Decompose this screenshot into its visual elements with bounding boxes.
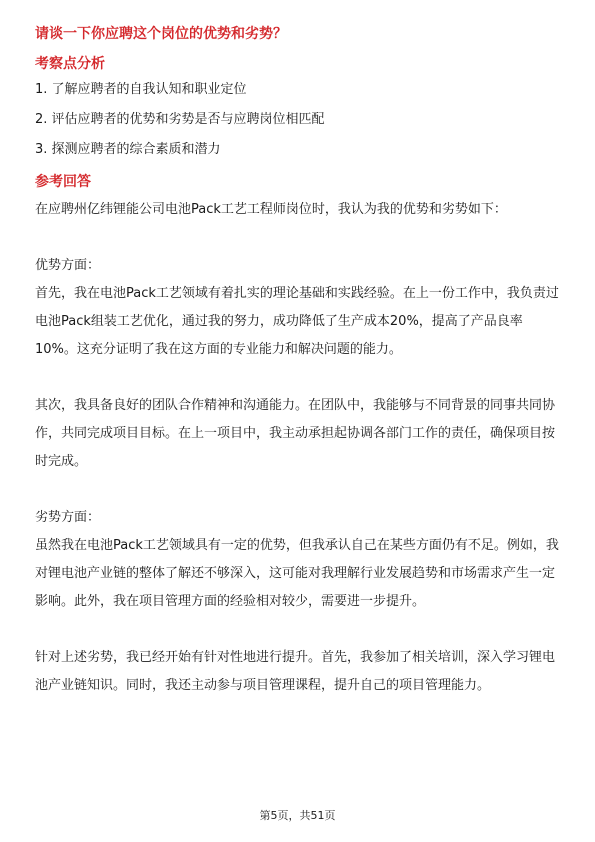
strength-paragraph-1: 首先，我在电池Pack工艺领域有着扎实的理论基础和实践经验。在上一份工作中，我负责过电池Pack组装工艺优化，通过我的努力，成功降低了生产成本20%，提高了产品良率10%。这充分证明了我在这方面的专业能力和解决问题的能力。 bbox=[35, 286, 559, 357]
analysis-item-1: 1. 了解应聘者的自我认知和职业定位 bbox=[35, 82, 247, 97]
strength-paragraph-2: 其次，我具备良好的团队合作精神和沟通能力。在团队中，我能够与不同背景的同事共同协作，共同完成项目目标。在上一项目中，我主动承担起协调各部门工作的责任，确保项目按时完成。 bbox=[35, 398, 556, 469]
answer-heading: 参考回答 bbox=[35, 174, 91, 190]
analysis-heading: 考察点分析 bbox=[35, 56, 105, 72]
page-number: 第5页，共51页 bbox=[259, 809, 336, 822]
answer-body bbox=[35, 196, 563, 700]
weakness-paragraph-1: 虽然我在电池Pack工艺领域具有一定的优势，但我承认自己在某些方面仍有不足。例如，我对锂电池产业链的整体了解还不够深入，这可能对我理解行业发展趋势和市场需求产生一定影响。此外，我在项目管理方面的经验相对较少，需要进一步提升。 bbox=[35, 538, 559, 609]
analysis-item-3: 3. 探测应聘者的综合素质和潜力 bbox=[35, 142, 221, 157]
answer-intro: 在应聘州亿纬锂能公司电池Pack工艺工程师岗位时，我认为我的优势和劣势如下： bbox=[35, 202, 507, 217]
analysis-item-2: 2. 评估应聘者的优势和劣势是否与应聘岗位相匹配 bbox=[35, 112, 325, 127]
strengths-heading: 优势方面： bbox=[35, 258, 101, 273]
question-title: 请谈一下你应聘这个岗位的优势和劣势？ bbox=[35, 26, 287, 42]
weaknesses-heading: 劣势方面： bbox=[35, 510, 101, 525]
improvement-paragraph: 针对上述劣势，我已经开始有针对性地进行提升。首先，我参加了相关培训，深入学习锂电池产业链知识。同时，我还主动参与项目管理课程，提升自己的项目管理能力。 bbox=[35, 650, 556, 693]
